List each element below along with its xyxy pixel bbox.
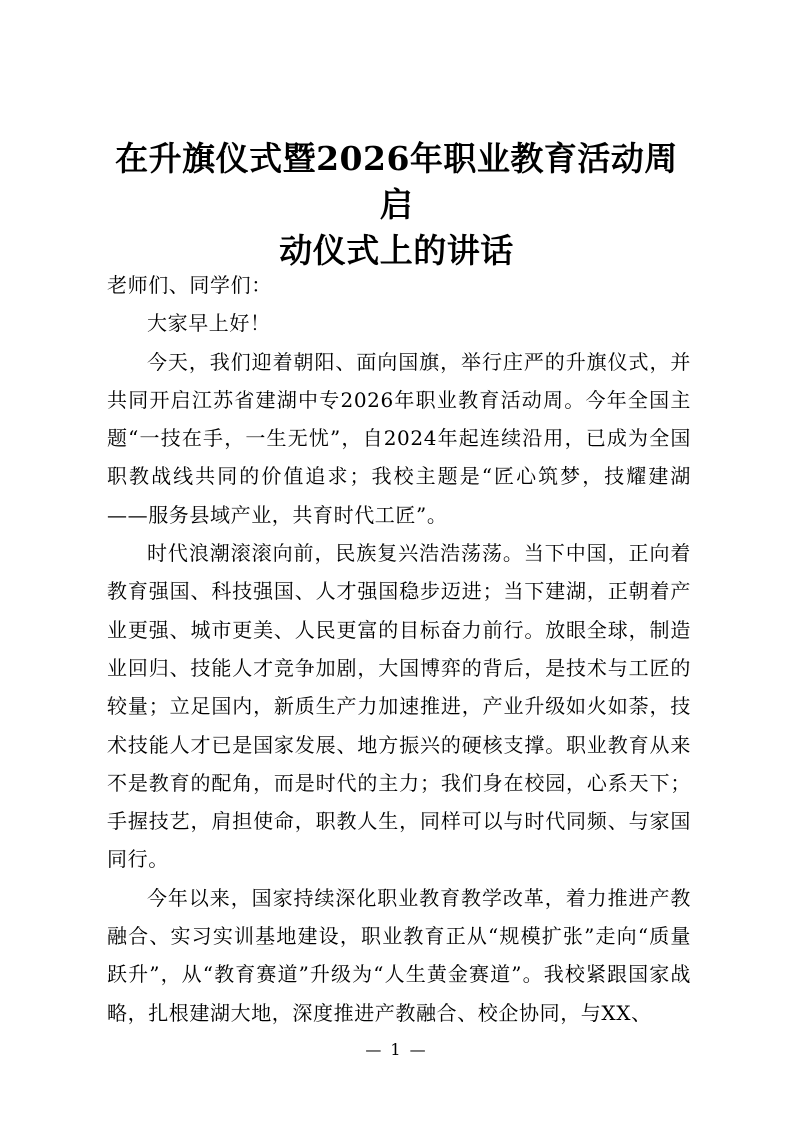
- paragraph-greeting: 大家早上好！: [147, 311, 271, 336]
- document-title: [100, 136, 693, 274]
- page-number: — 1 —: [365, 1040, 428, 1059]
- paragraph: 今年以来，国家持续深化职业教育教学改革，着力推进产教融合、实习实训基地建设，职业教育正从“规模扩张”走向“质量跃升”，从“教育赛道”升级为“人生黄金赛道”。我校紧跟国家战略，扎根建湖大地，深度推进产教融合、校企协同，与XX、: [107, 885, 691, 1025]
- paragraph: 今天，我们迎着朝阳、面向国旗，举行庄严的升旗仪式，并共同开启江苏省建湖中专2026年职业教育活动周。今年全国主题“一技在手，一生无忧”，自2024年起连续沿用，已成为全国职教战线共同的价值追求；我校主题是“匠心筑梦，技耀建湖——服务县域产业，共育时代工匠”。: [107, 349, 691, 527]
- title-line-1: 在升旗仪式暨2026年职业教育活动周启: [115, 139, 678, 224]
- title-line-2: 动仪式上的讲话: [279, 231, 514, 270]
- paragraph: 时代浪潮滚滚向前，民族复兴浩浩荡荡。当下中国，正向着教育强国、科技强国、人才强国稳步迈进；当下建湖，正朝着产业更强、城市更美、人民更富的目标奋力前行。放眼全球，制造业回归、技能人才竞争加剧，大国博弈的背后，是技术与工匠的较量；立足国内，新质生产力加速推进，产业升级如火如荼，技术技能人才已是国家发展、地方振兴的硬核支撑。职业教育从来不是教育的配角，而是时代的主力；我们身在校园，心系天下；手握技艺，肩担使命，职教人生，同样可以与时代同频、与家国同行。: [107, 541, 691, 872]
- salutation: 老师们、同学们：: [107, 273, 272, 297]
- document-body: [107, 266, 691, 1032]
